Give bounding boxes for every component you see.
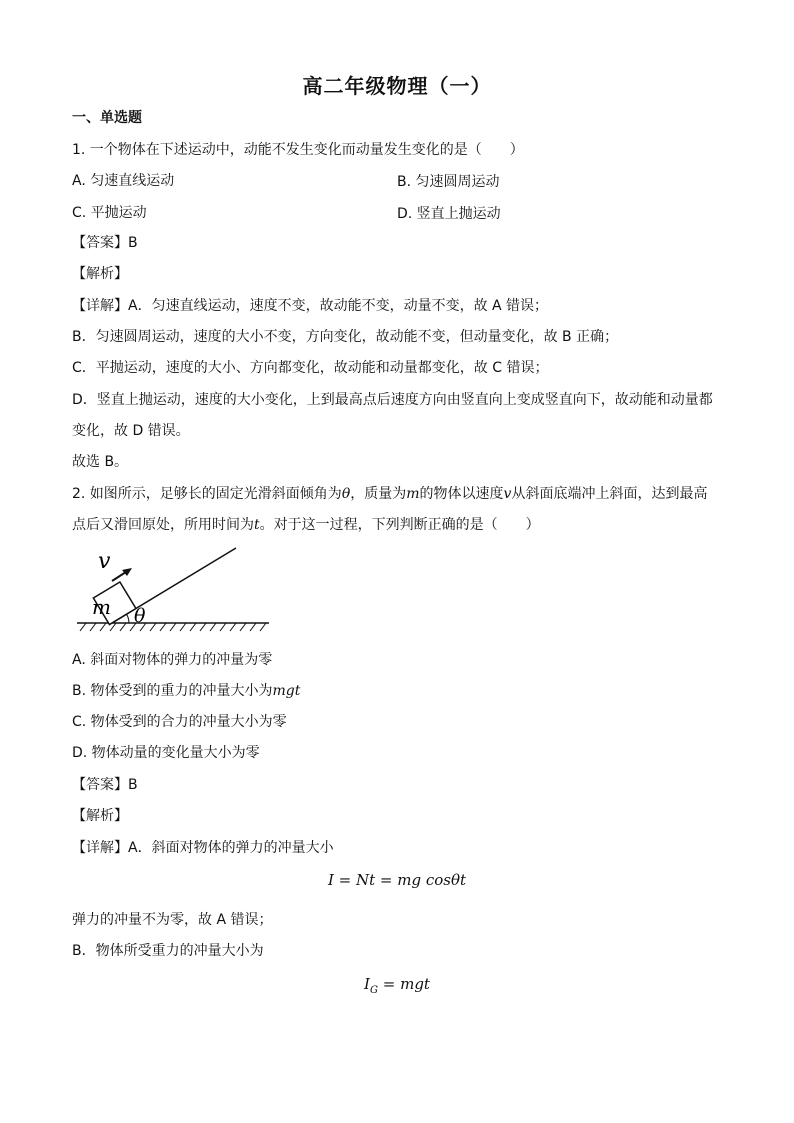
- q2-detail-after: 弹力的冲量不为零，故 A 错误；: [72, 912, 273, 928]
- formula-subscript: G: [369, 985, 378, 996]
- stem-text: ，质量为: [350, 486, 407, 502]
- time-symbol: t: [254, 517, 260, 533]
- q2-option-a: A. 斜面对物体的弹力的冲量为零: [72, 652, 273, 668]
- mass-label: m: [92, 595, 111, 619]
- ground-hatching: [80, 623, 266, 631]
- q2-option-b: [72, 681, 300, 701]
- q2-option-c: C. 物体受到的合力的冲量大小为零: [72, 714, 287, 730]
- option-math: mgt: [272, 683, 301, 699]
- q1-option-c: C. 平抛运动: [72, 205, 147, 221]
- stem-text: 从斜面底端冲上斜面，达到最高: [511, 486, 708, 502]
- answer-label: 【答案】: [72, 235, 128, 251]
- q2-stem-line1: [72, 484, 707, 504]
- stem-text: 点后又滑回原处，所用时间为: [72, 517, 254, 533]
- q1-detail-line: [72, 296, 548, 316]
- q2-detail-b: B．物体所受重力的冲量大小为: [72, 943, 264, 959]
- stem-text: 的物体以速度: [419, 486, 504, 502]
- q1-answer: [72, 233, 138, 253]
- stem-text: 2. 如图所示，足够长的固定光滑斜面倾角为: [72, 486, 342, 502]
- theta-symbol: θ: [341, 486, 351, 502]
- answer-label: 【答案】: [72, 777, 128, 793]
- q2-answer: [72, 775, 138, 795]
- detail-text: A．匀速直线运动，速度不变，故动能不变，动量不变，故 A 错误；: [128, 298, 549, 314]
- answer-value: B: [128, 777, 138, 793]
- detail-label: 【详解】: [72, 298, 128, 314]
- theta-label: θ: [134, 605, 146, 627]
- q1-detail-line: B．匀速圆周运动，速度的大小不变，方向变化，故动能不变，但动量变化，故 B 正确；: [72, 329, 619, 345]
- q2-detail-a: [72, 838, 334, 858]
- detail-label: 【详解】: [72, 840, 128, 856]
- detail-text: A．斜面对物体的弹力的冲量大小: [128, 840, 334, 856]
- q1-detail-line: 变化，故 D 错误。: [72, 423, 190, 439]
- option-text: B. 物体受到的重力的冲量大小为: [72, 683, 273, 699]
- angle-arc: [127, 614, 129, 623]
- stem-text: 。对于这一过程，下列判断正确的是（ ）: [259, 517, 540, 533]
- q2-analysis-label: 【解析】: [72, 808, 128, 824]
- formula-rest: = mgt: [377, 975, 430, 993]
- q2-option-d: D. 物体动量的变化量大小为零: [72, 745, 260, 761]
- formula-impulse-normal: I = Nt = mg cosθt: [327, 871, 467, 889]
- incline-figure: [72, 543, 277, 635]
- q1-detail-line: C．平抛运动，速度的大小、方向都变化，故动能和动量都变化，故 C 错误；: [72, 360, 549, 376]
- velocity-label: v: [98, 549, 111, 574]
- q1-option-d: D. 竖直上抛运动: [397, 206, 501, 222]
- q1-conclusion: 故选 B。: [72, 454, 129, 470]
- q1-option-b: B. 匀速圆周运动: [397, 174, 500, 190]
- velocity-symbol: v: [503, 486, 512, 502]
- q1-analysis-label: 【解析】: [72, 266, 128, 282]
- arrow-head-icon: [122, 568, 132, 576]
- q1-stem: 1. 一个物体在下述运动中，动能不发生变化而动量发生变化的是（ ）: [72, 142, 524, 158]
- q1-detail-line: D．竖直上抛运动，速度的大小变化，上到最高点后速度方向由竖直向上变成竖直向下，故动能和动量都: [72, 392, 713, 408]
- formula-impulse-gravity: [0, 975, 794, 996]
- mass-symbol: m: [406, 486, 420, 502]
- answer-value: B: [128, 235, 138, 251]
- section-heading: 一、单选题: [72, 110, 142, 126]
- formula-symbol: I: [364, 975, 370, 993]
- q2-stem-line2: [72, 515, 540, 535]
- q1-option-a: A. 匀速直线运动: [72, 173, 175, 189]
- page-title: 高二年级物理（一）: [302, 74, 492, 98]
